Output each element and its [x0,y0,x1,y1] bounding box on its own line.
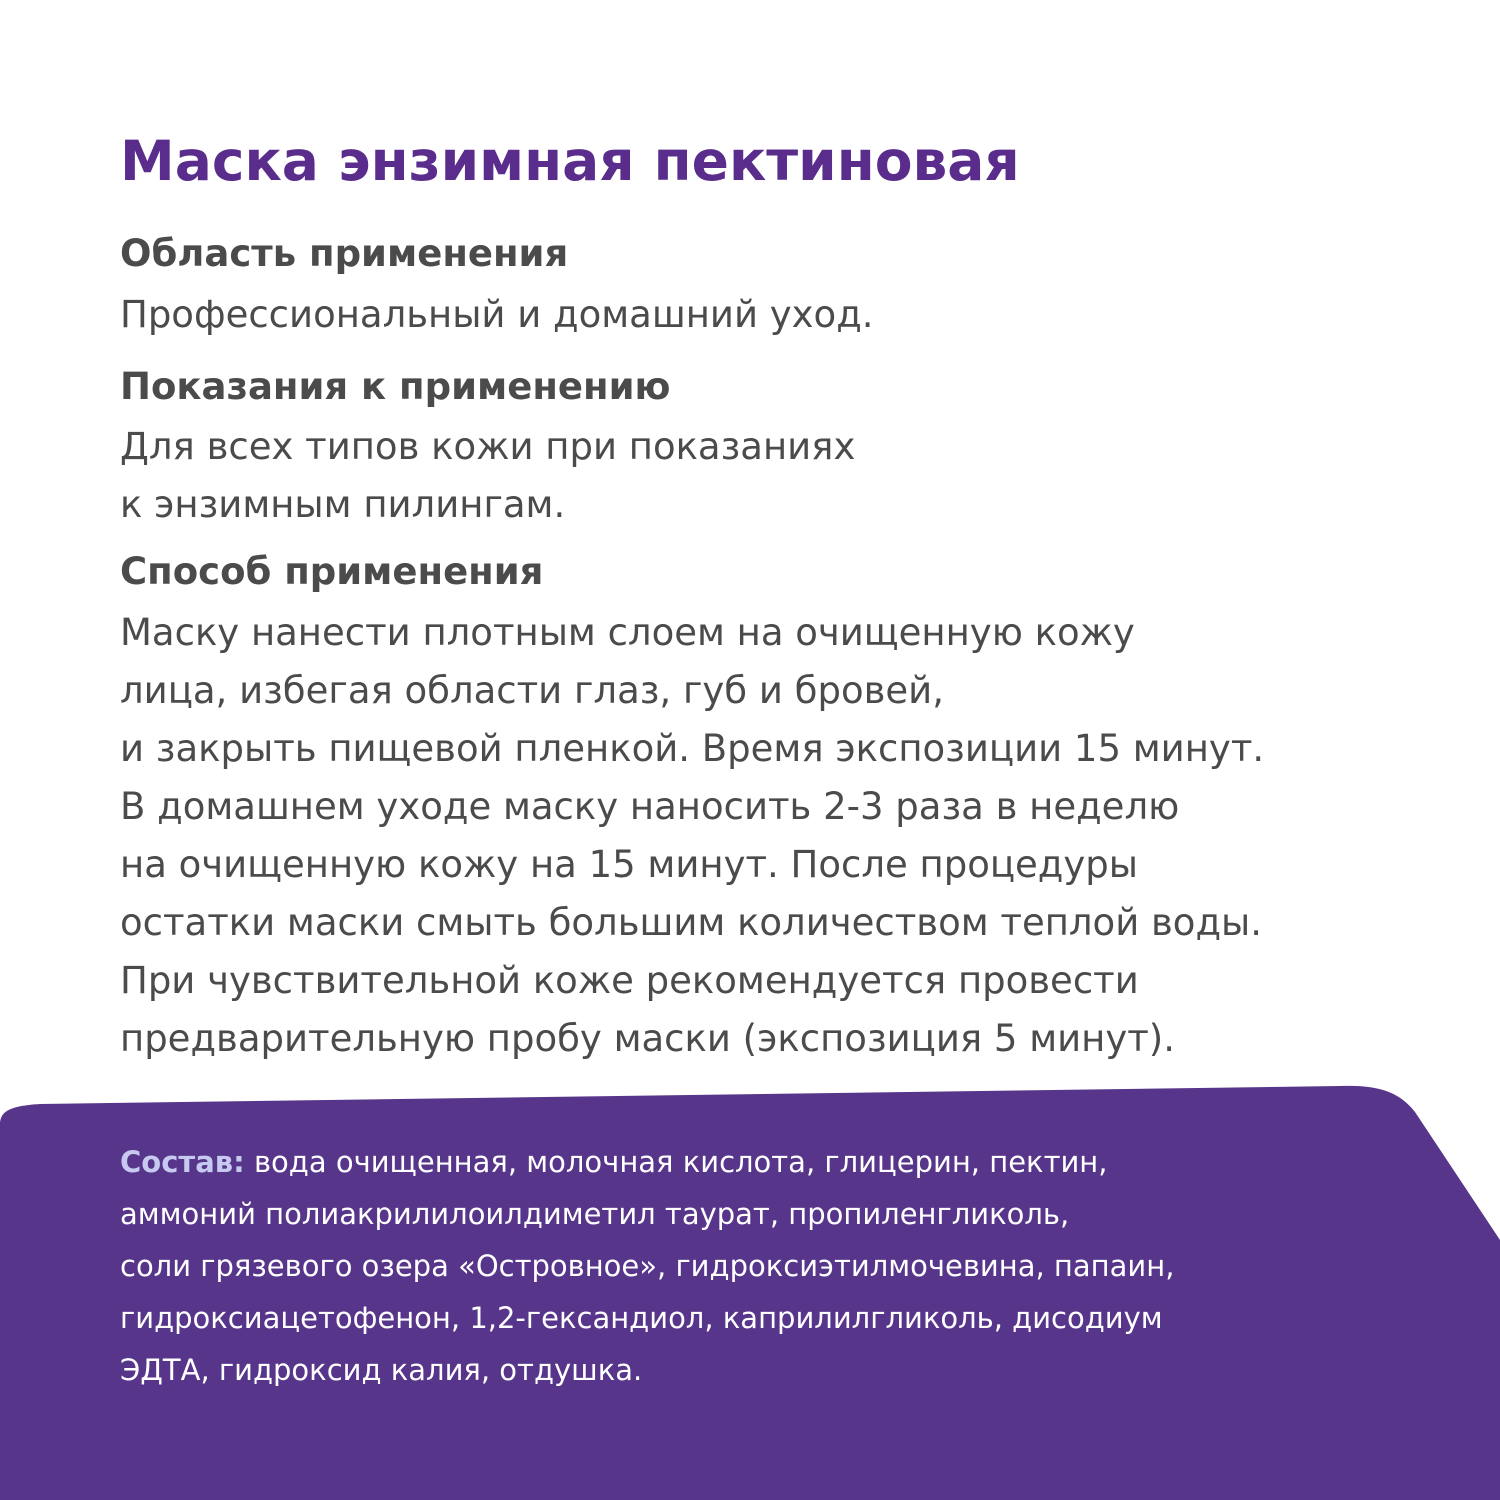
composition-line [120,1136,1174,1188]
composition-text: вода очищенная, молочная кислота, глицерин, пектин, [244,1145,1108,1179]
composition-line: аммоний полиакрилилоилдиметил таурат, пропиленгликоль, [120,1197,1070,1231]
text-line: При чувствительной коже рекомендуется провести [120,959,1139,1002]
composition-line: гидроксиацетофенон, 1,2-гександиол, каприлилгликоль, дисодиум [120,1301,1163,1335]
text-line: Маску нанести плотным слоем на очищенную кожу [120,611,1135,654]
page-title: Маска энзимная пектиновая [120,129,1020,193]
section-body-method [120,604,1264,1068]
composition-line: соли грязевого озера «Островное», гидроксиэтилмочевина, папаин, [120,1249,1175,1283]
section-body-indications [120,418,855,534]
text-line: предварительную пробу маски (экспозиция 5 минут). [120,1017,1176,1060]
text-line: к энзимным пилингам. [120,483,566,526]
text-line: на очищенную кожу на 15 минут. После процедуры [120,843,1138,886]
text-line: Профессиональный и домашний уход. [120,293,874,336]
composition-block [120,1136,1174,1396]
section-heading-usage-area: Область применения [120,232,569,275]
text-line: В домашнем уходе маску наносить 2-3 раза в неделю [120,785,1180,828]
text-line: Для всех типов кожи при показаниях [120,425,856,468]
section-heading-method: Способ применения [120,550,544,593]
section-heading-indications: Показания к применению [120,365,671,408]
text-line: и закрыть пищевой пленкой. Время экспозиции 15 минут. [120,727,1265,770]
composition-line: ЭДТА, гидроксид калия, отдушка. [120,1353,643,1387]
text-line: остатки маски смыть большим количеством теплой воды. [120,901,1262,944]
text-line: лица, избегая области глаз, губ и бровей, [120,669,944,712]
composition-label: Состав: [120,1145,245,1179]
section-body-usage-area [120,286,874,344]
